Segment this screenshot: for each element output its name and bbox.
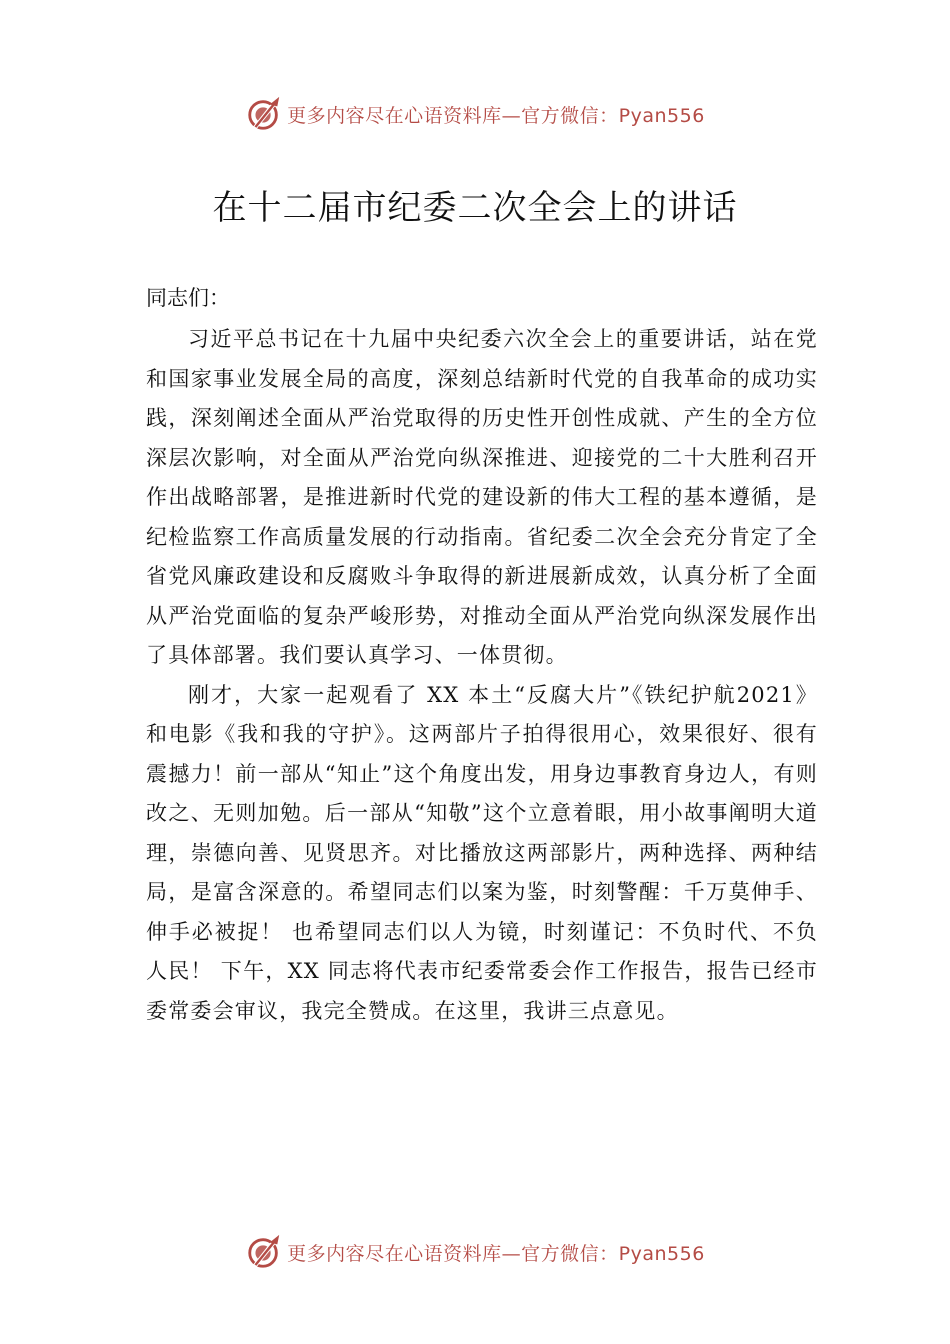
quill-seal-icon (245, 1233, 283, 1271)
banner-text: 更多内容尽在心语资料库—官方微信：Pyan556 (287, 1242, 705, 1265)
wechat-id: Pyan556 (618, 1242, 705, 1265)
greeting: 同志们： (146, 286, 230, 310)
document-body (146, 286, 818, 1031)
document-title: 在十二届市纪委二次全会上的讲话 (212, 188, 738, 228)
banner-text: 更多内容尽在心语资料库—官方微信：Pyan556 (287, 104, 705, 127)
footer-banner (0, 1230, 950, 1274)
wechat-id: Pyan556 (618, 104, 705, 127)
quill-seal-icon (245, 95, 283, 133)
header-banner (0, 92, 950, 136)
paragraph: 刚才，大家一起观看了 XX 本土“反腐大片”《铁纪护航2021》和电影《我和我的守护》。这两部片子拍得很用心，效果很好、很有震撼力！前一部从“知止”这个角度出发，用身边事教育身边人，有则改之、无则加勉。后一部从“知敬”这个立意着眼，用小故事阐明大道理，崇德向善、见贤思齐。对比播放这两部影片，两种选择、两种结局，是富含深意的。希望同志们以案为鉴，时刻警醒：千万莫伸手、伸手必被捉！ 也希望同志们以人为镜，时刻谨记：不负时代、不负人民！ 下午，XX 同志将代表市纪委常委会作工作报告，报告已经市委常委会审议，我完全赞成。在这里，我讲三点意见。 (146, 682, 818, 1023)
paragraph: 习近平总书记在十九届中央纪委六次全会上的重要讲话，站在党和国家事业发展全局的高度，深刻总结新时代党的自我革命的成功实践，深刻阐述全面从严治党取得的历史性开创性成就、产生的全方位深层次影响，对全面从严治党向纵深推进、迎接党的二十大胜利召开作出战略部署，是推进新时代党的建设新的伟大工程的基本遵循，是纪检监察工作高质量发展的行动指南。省纪委二次全会充分肯定了全省党风廉政建设和反腐败斗争取得的新进展新成效，认真分析了全面从严治党面临的复杂严峻形势，对推动全面从严治党向纵深发展作出了具体部署。我们要认真学习、一体贯彻。 (146, 327, 818, 667)
